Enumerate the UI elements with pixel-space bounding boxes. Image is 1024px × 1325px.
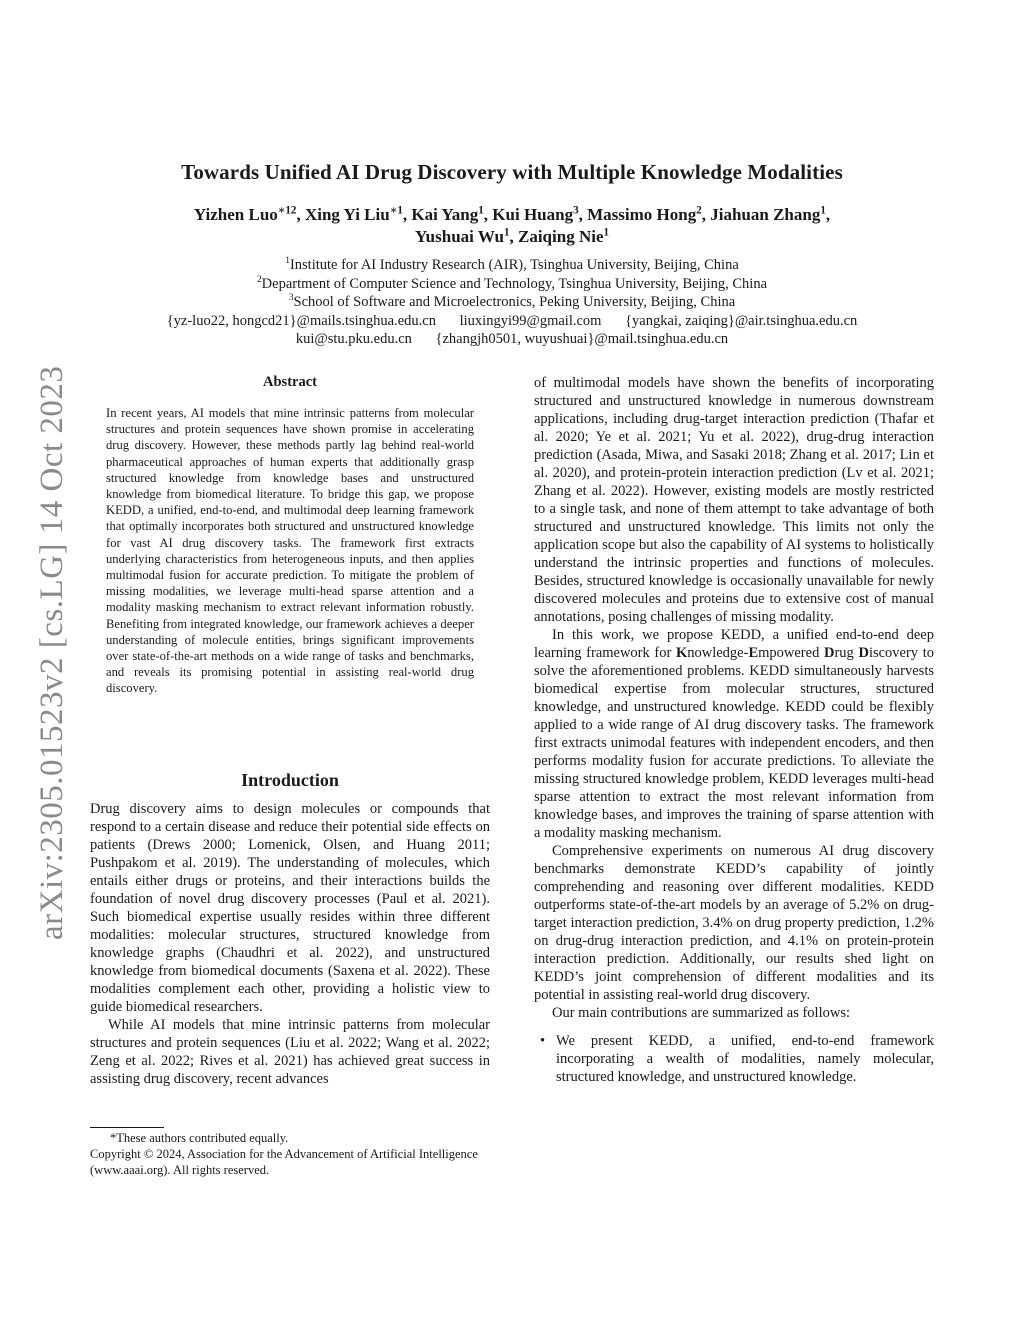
email[interactable]: liuxingyi99@gmail.com	[459, 312, 602, 329]
author-line-1: Yizhen Luo$^{∗12}$, Xing Yi Liu$^{∗1}$, Kai Yang$^1$, Kui Huang$^3$, Massimo Hong$^2$, Jiahuan Zhang$^1$,	[193, 204, 831, 224]
right-column	[534, 374, 934, 1086]
text-run: nowledge-	[687, 645, 749, 661]
copyright-notice: Copyright © 2024, Association for the Advancement of Artificial Intelligence (www.aaai.org). All rights reserved.	[90, 1147, 478, 1177]
left-column	[90, 800, 490, 1088]
affiliation-1: $^1$Institute for AI Industry Research (AIR), Tsinghua University, Beijing, China	[285, 256, 739, 273]
acronym-letter: E	[748, 645, 759, 661]
right-paragraph-2	[534, 626, 934, 842]
right-paragraph-4: Our main contributions are summarized as follows:	[552, 1005, 850, 1021]
email-line-2	[80, 330, 944, 349]
affiliation-2: $^2$Department of Computer Science and Technology, Tsinghua University, Beijing, China	[256, 274, 768, 292]
text-run: iscovery to solve the aforementioned problems. KEDD simultaneously harvests biomedical expertise from molecular structures, structured knowledge, and unstructured knowledge. KEDD could be flexibly applied to a wide range of AI drug discovery tasks. The framework first extracts unimodal features with independent encoders, and then performs modality fusion for accurate predictions. To alleviate the missing structured knowledge problem, KEDD leverages multi-head sparse attention to extract the most relevant information from knowledge bases, and improves the training of sparse attention with a modality masking mechanism.	[534, 645, 934, 841]
affiliations	[80, 256, 944, 349]
bullet-text: We present KEDD, a unified, end-to-end framework incorporating a wealth of modalities, namely molecular, structured knowledge, and unstructured knowledge.	[556, 1033, 934, 1085]
email[interactable]: {yz-luo22, hongcd21}@mails.tsinghua.edu.cn	[166, 312, 436, 329]
text-run: In this work, we propose KEDD, a unified end-to-end deep learning framework for	[534, 627, 934, 661]
introduction-heading: Introduction	[241, 770, 339, 790]
email-line-1	[80, 312, 944, 331]
email[interactable]: kui@stu.pku.edu.cn	[295, 331, 412, 347]
acronym-letter: D	[823, 645, 835, 661]
right-paragraph-3: Comprehensive experiments on numerous AI drug discovery benchmarks demonstrate KEDD’s capability of jointly comprehending and reasoning over different modalities. KEDD outperforms state-of-the-art models by an average of 5.2% on drug-target interaction prediction, 3.4% on drug property prediction, 1.2% on drug-drug interaction prediction, and 4.1% on protein-protein interaction prediction. Additionally, our results shed light on KEDD’s joint comprehension of different modalities and its potential in assisting real-world drug discovery.	[534, 843, 934, 1003]
intro-paragraph-1: Drug discovery aims to design molecules or compounds that respond to a certain disease and reduce their potential side effects on patients (Drews 2000; Lomenick, Olsen, and Huang 2011; Pushpakom et al. 2019). The understanding of molecules, which entails either drugs or proteins, and their interactions builds the foundation of novel drug discovery processes (Paul et al. 2021). Such biomedical expertise usually resides within three different modalities: molecular structures, structured knowledge from knowledge graphs (Chaudhri et al. 2022), and unstructured knowledge from biomedical documents (Saxena et al. 2022). These modalities complement each other, providing a holistic view to guide biomedical researchers.	[90, 801, 490, 1015]
abstract-text: In recent years, AI models that mine intrinsic patterns from molecular structures and protein sequences have shown promise in accelerating drug discovery. However, these methods partly lag behind real-world pharmaceutical approaches of human experts that additionally grasp structured knowledge from knowledge bases and unstructured knowledge from biomedical literature. To bridge this gap, we propose KEDD, a unified, end-to-end, and multimodal deep learning framework that optimally incorporates both structured and unstructured knowledge for vast AI drug discovery tasks. The framework first extracts underlying characteristics from heterogeneous inputs, and then applies multimodal fusion for accurate prediction. To mitigate the problem of missing modalities, we leverage multi-head sparse attention and a modality masking mechanism to extract relevant information robustly. Benefiting from integrated knowledge, our framework achieves a deeper understanding of molecule entities, brings significant improvements over state-of-the-art methods on a wide range of tasks and benchmarks, and reveals its promising potential in assisting real-world drug discovery.	[106, 406, 474, 696]
text-run: rug	[834, 645, 859, 661]
abstract-heading: Abstract	[263, 374, 317, 390]
author-list	[120, 204, 904, 248]
equal-contribution-note: *These authors contributed equally.	[110, 1131, 289, 1145]
acronym-letter: D	[858, 645, 869, 661]
email[interactable]: {zhangjh0501, wuyushuai}@mail.tsinghua.edu.cn	[435, 331, 729, 347]
contribution-bullet-1	[534, 1032, 934, 1086]
right-paragraph-1: of multimodal models have shown the benefits of incorporating structured and unstructured knowledge in numerous downstream applications, including drug-target interaction prediction (Thafar et al. 2020; Ye et al. 2021; Yu et al. 2022), drug-drug interaction prediction (Asada, Miwa, and Sasaki 2018; Zhang et al. 2017; Lin et al. 2020), and protein-protein interaction prediction (Lv et al. 2021; Zhang et al. 2022). However, existing models are mostly restricted to a single task, and none of them attempt to take advantage of both structured and unstructured knowledge. This limits not only the application scope but also the capability of AI systems to holistically understand the intrinsic properties and functions of molecules. Besides, structured knowledge is occasionally unavailable for newly discovered molecules and proteins due to extensive cost of manual annotations, posing challenges of missing modality.	[534, 375, 934, 625]
bullet-icon: •	[540, 1033, 546, 1049]
paper-title: Towards Unified AI Drug Discovery with Multiple Knowledge Modalities	[181, 160, 843, 184]
text-run: mpowered	[758, 645, 824, 661]
intro-paragraph-2: While AI models that mine intrinsic patterns from molecular structures and protein sequences (Liu et al. 2022; Wang et al. 2022; Zeng et al. 2022; Rives et al. 2021) has achieved great success in assisting drug discovery, recent advances	[90, 1017, 490, 1087]
arxiv-identifier: arXiv:2305.01523v2 [cs.LG] 14 Oct 2023	[34, 365, 70, 940]
author-line-2: Yushuai Wu$^1$, Zaiqing Nie$^1$	[414, 226, 610, 246]
email[interactable]: {yangkai, zaiqing}@air.tsinghua.edu.cn	[625, 312, 858, 329]
affiliation-3: $^3$School of Software and Microelectronics, Peking University, Beijing, China	[288, 293, 736, 310]
footnote-rule	[90, 1127, 164, 1128]
acronym-letter: K	[675, 645, 688, 661]
footnote	[90, 1130, 490, 1178]
